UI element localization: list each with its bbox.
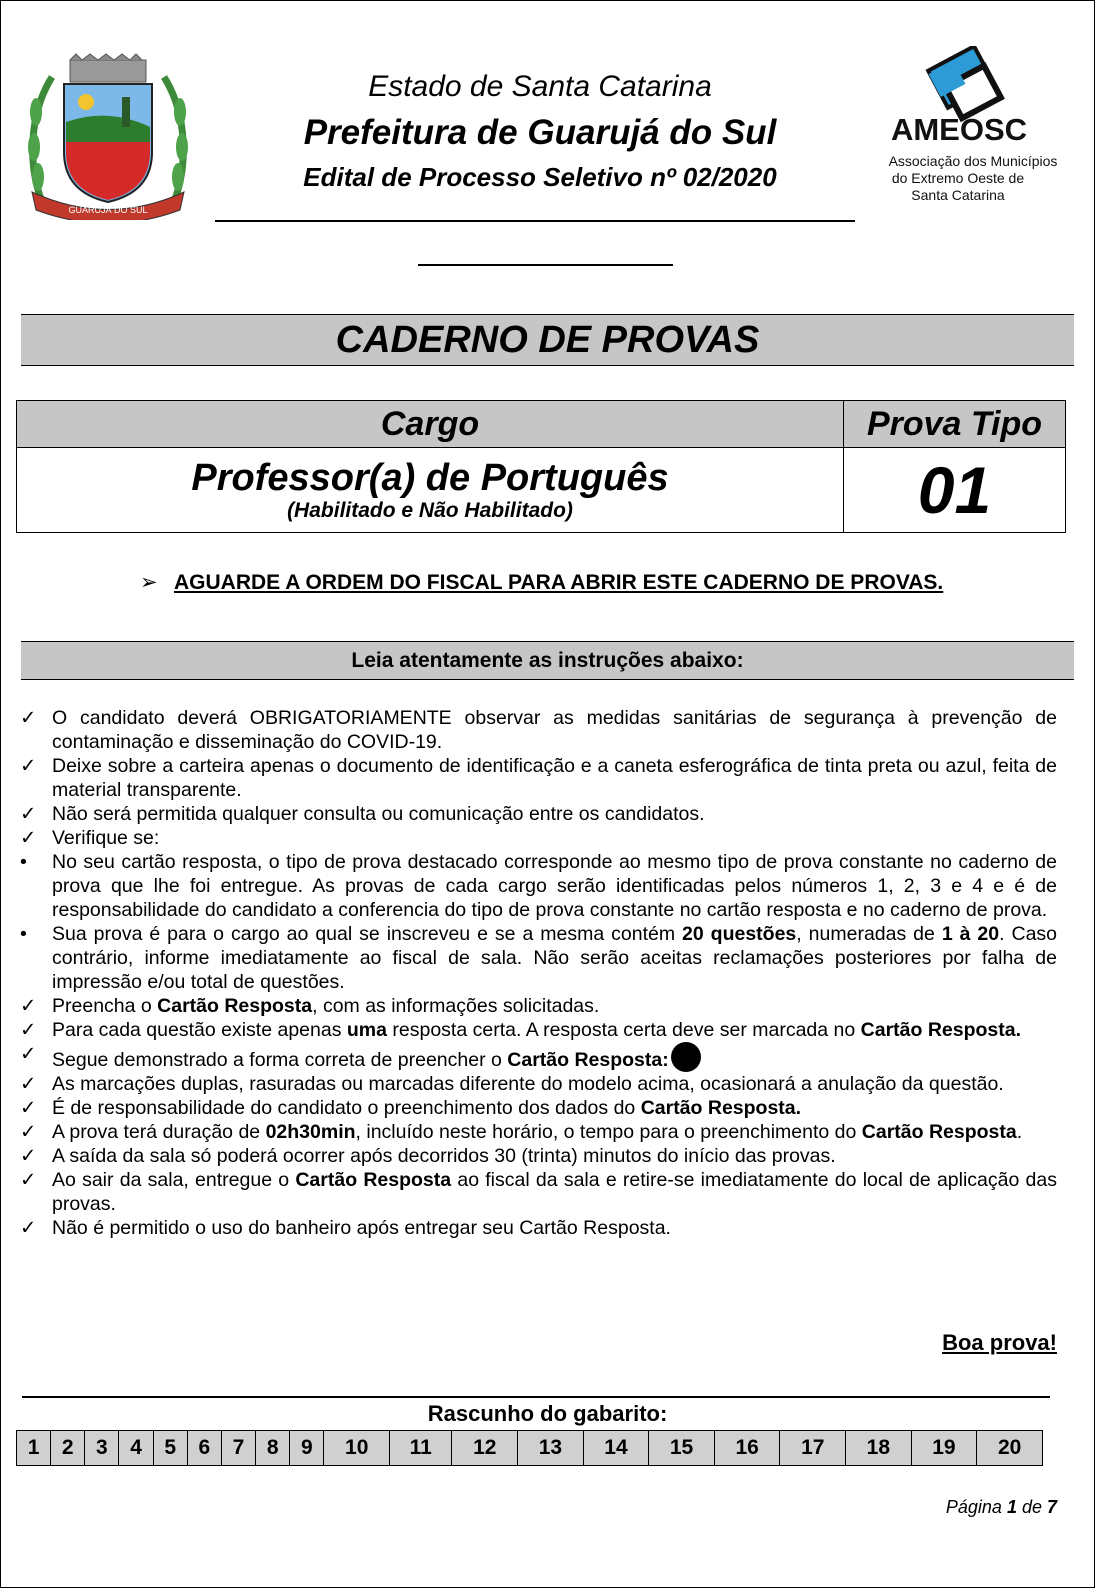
list-item [20, 1042, 1057, 1072]
list-item [20, 706, 1057, 754]
municipal-coat-of-arms-icon [22, 52, 194, 220]
notice [140, 570, 943, 595]
item-text: ao fiscal da sala e retire-se imediatamente do local de aplicação das provas. [52, 1169, 1057, 1215]
item-bold: 1 à 20 [941, 923, 1000, 945]
item-text: É de responsabilidade do candidato o preenchimento dos dados do [52, 1097, 641, 1119]
ameosc-sub3: Santa Catarina [911, 187, 1005, 203]
check-icon: ✓ [20, 1169, 37, 1191]
gabarito-cell: 11 [390, 1431, 452, 1466]
item-bold: Cartão Resposta. [860, 1019, 1022, 1041]
check-icon: ✓ [20, 1043, 37, 1065]
notice-text: AGUARDE A ORDEM DO FISCAL PARA ABRIR ESTE CADERNO DE PROVAS. [174, 571, 944, 594]
item-bold: Cartão Resposta [861, 1121, 1017, 1143]
check-icon: ✓ [20, 707, 37, 729]
list-item [20, 1096, 1057, 1120]
item-text: Preencha o [52, 995, 158, 1017]
cargo-header: Cargo [17, 401, 844, 448]
list-item [20, 1072, 1057, 1096]
boa-prova: Boa prova! [942, 1330, 1057, 1355]
gabarito-cell: 3 [85, 1431, 119, 1466]
ameosc-sub2: do Extremo Oeste de [891, 170, 1025, 186]
bullet-icon: • [20, 851, 27, 873]
page-total: 7 [1046, 1497, 1057, 1517]
page-number [946, 1497, 1057, 1518]
item-text: O candidato deverá OBRIGATORIAMENTE observar as medidas sanitárias de segurança à prevenção de contaminação e disseminação do COVID-19. [52, 707, 1057, 753]
list-item [20, 1216, 1057, 1240]
item-text: resposta certa. A resposta certa deve ser marcada no [386, 1019, 861, 1041]
gabarito-cell: 9 [290, 1431, 324, 1466]
item-text: Não será permitida qualquer consulta ou comunicação entre os candidatos. [52, 803, 705, 825]
state-name: Estado de Santa Catarina [368, 70, 712, 103]
check-icon: ✓ [20, 755, 37, 777]
check-icon: ✓ [20, 1217, 37, 1239]
item-text: . Caso contrário, informe imediatamente ao fiscal de sala. Não serão aceitas reclamações posteriores por falha de impressão e/ou total de questões. [52, 923, 1058, 993]
list-item [20, 826, 1057, 850]
item-text: , numeradas de [796, 923, 942, 945]
item-text: Verifique se: [52, 827, 160, 849]
page-mid: de [1016, 1497, 1047, 1517]
item-text: Segue demonstrado a forma correta de preencher o [52, 1049, 508, 1071]
gabarito-cell: 7 [221, 1431, 255, 1466]
gabarito-cell: 14 [583, 1431, 649, 1466]
cargo-subtitle: (Habilitado e Não Habilitado) [287, 499, 573, 522]
gabarito-cell: 5 [153, 1431, 187, 1466]
list-item [20, 802, 1057, 826]
list-item [20, 1120, 1057, 1144]
gabarito-cell: 15 [649, 1431, 715, 1466]
gabarito-cell: 16 [714, 1431, 780, 1466]
item-text: A prova terá duração de [52, 1121, 266, 1143]
rascunho-title: Rascunho do gabarito: [427, 1401, 668, 1426]
check-icon: ✓ [20, 1121, 37, 1143]
header-divider [215, 220, 855, 222]
item-text: Não é permitido o uso do banheiro após entregar seu Cartão Resposta. [52, 1217, 671, 1239]
list-item [20, 1168, 1057, 1216]
gabarito-cell: 2 [51, 1431, 85, 1466]
gabarito-cell: 13 [518, 1431, 584, 1466]
prova-tipo-header: Prova Tipo [844, 401, 1066, 448]
page-current: 1 [1006, 1497, 1017, 1517]
arrow-icon: ➢ [140, 571, 158, 594]
gabarito-cell: 10 [324, 1431, 390, 1466]
item-text: Deixe sobre a carteira apenas o documento de identificação e a caneta esferográfica de tinta preta ou azul, feita de material transparente. [52, 755, 1057, 801]
list-item [20, 1018, 1057, 1042]
item-text: A saída da sala só poderá ocorrer após decorridos 30 (trinta) minutos do início das provas. [52, 1145, 836, 1167]
gabarito-cell: 8 [256, 1431, 290, 1466]
check-icon: ✓ [20, 1019, 37, 1041]
cargo-table [16, 400, 1066, 533]
item-bold: 20 questões [682, 923, 797, 945]
coat-ribbon-text: GUARUJÁ DO SUL [68, 205, 148, 215]
gabarito-cell: 1 [17, 1431, 51, 1466]
check-icon: ✓ [20, 1097, 37, 1119]
gabarito-cell: 6 [187, 1431, 221, 1466]
gabarito-divider [22, 1396, 1050, 1398]
item-text: , incluído neste horário, o tempo para o preenchimento do [355, 1121, 862, 1143]
gabarito-cell: 17 [780, 1431, 846, 1466]
list-item [20, 922, 1057, 994]
instructions-title: Leia atentamente as instruções abaixo: [21, 641, 1074, 680]
item-bold: Cartão Resposta: [507, 1049, 669, 1071]
cargo-name: Professor(a) de Português [191, 457, 669, 499]
ameosc-logo-icon [875, 46, 1071, 208]
list-item [20, 850, 1057, 922]
item-bold: Cartão Resposta [295, 1169, 452, 1191]
prefeitura-name: Prefeitura de Guarujá do Sul [303, 113, 777, 152]
item-bold: Cartão Resposta [157, 995, 313, 1017]
gabarito-cell: 19 [911, 1431, 977, 1466]
edital-title: Edital de Processo Seletivo nº 02/2020 [303, 162, 777, 192]
ameosc-name: AMEOSC [890, 112, 1028, 147]
page-prefix: Página [945, 1497, 1007, 1517]
list-item [20, 994, 1057, 1018]
bullet-icon: • [20, 923, 27, 945]
item-text: Sua prova é para o cargo ao qual se inscreveu e se a mesma contém [52, 923, 683, 945]
check-icon: ✓ [20, 803, 37, 825]
filled-bubble-icon [671, 1042, 701, 1072]
gabarito-table [16, 1430, 1043, 1466]
check-icon: ✓ [20, 1145, 37, 1167]
item-bold: Cartão Resposta. [640, 1097, 802, 1119]
item-text: Para cada questão existe apenas [52, 1019, 347, 1041]
check-icon: ✓ [20, 995, 37, 1017]
item-text: . [1016, 1121, 1023, 1143]
gabarito-cell: 4 [119, 1431, 153, 1466]
item-text: No seu cartão resposta, o tipo de prova destacado corresponde ao mesmo tipo de prova constante no caderno de prova que lhe foi entregue. As provas de cada cargo serão identificadas pelos números 1, 2, 3 e 4 e é de responsabilidade do candidato a conferencia do tipo de prova constante no cartão resposta e no caderno de prova. [52, 851, 1057, 921]
check-icon: ✓ [20, 1073, 37, 1095]
item-bold: 02h30min [265, 1121, 356, 1143]
check-icon: ✓ [20, 827, 37, 849]
prova-tipo-value: 01 [844, 448, 1066, 533]
header-divider-short [418, 264, 673, 266]
list-item [20, 754, 1057, 802]
list-item [20, 1144, 1057, 1168]
item-text: , com as informações solicitadas. [312, 995, 600, 1017]
item-text: Ao sair da sala, entregue o [52, 1169, 296, 1191]
item-text: As marcações duplas, rasuradas ou marcadas diferente do modelo acima, ocasionará a anulação da questão. [52, 1073, 1004, 1095]
gabarito-cell: 20 [977, 1431, 1043, 1466]
gabarito-cell: 12 [452, 1431, 518, 1466]
instructions-list [20, 706, 1057, 1240]
cargo-cell [17, 448, 844, 533]
caderno-title: CADERNO DE PROVAS [21, 314, 1074, 366]
item-bold: uma [346, 1019, 387, 1041]
ameosc-sub1: Associação dos Municípios [888, 153, 1058, 169]
gabarito-cell: 18 [846, 1431, 912, 1466]
